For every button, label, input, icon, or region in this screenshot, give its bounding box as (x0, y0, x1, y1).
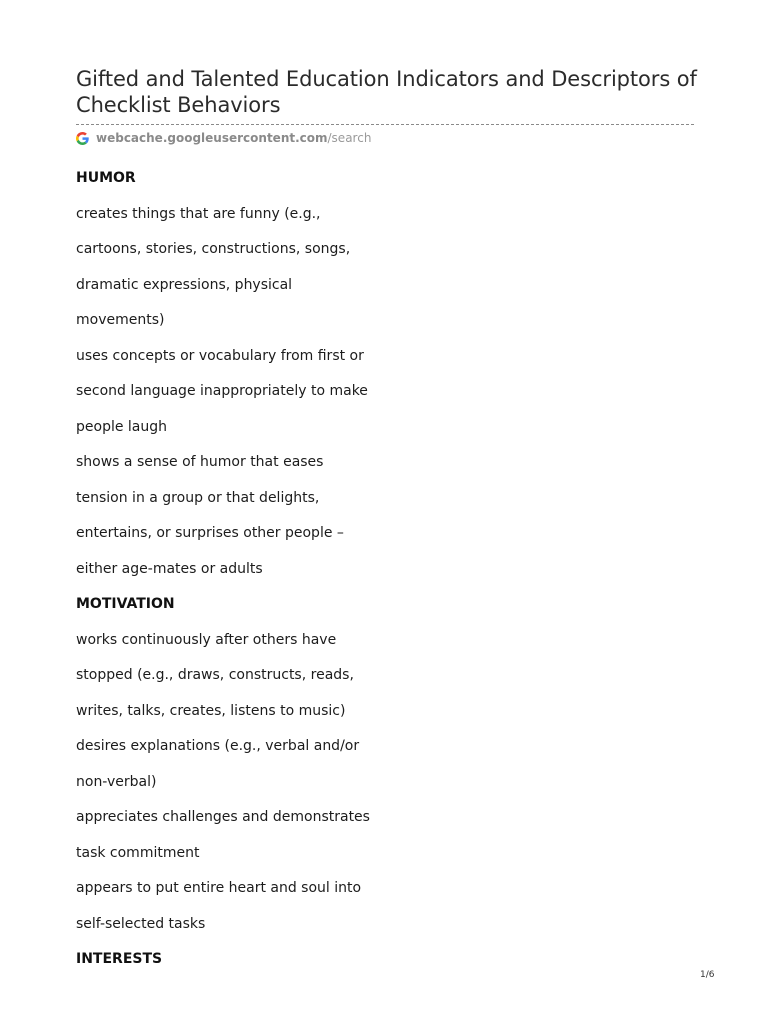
page-number: 1/6 (700, 970, 715, 980)
body-text-line: movements) (76, 312, 165, 328)
body-text-line: creates things that are funny (e.g., (76, 206, 321, 222)
body-text-line: works continuously after others have (76, 632, 337, 648)
body-text-line: entertains, or surprises other people – (76, 525, 344, 541)
section-heading: MOTIVATION (76, 596, 175, 612)
body-text-line: task commitment (76, 845, 200, 861)
google-icon (76, 132, 89, 145)
body-text-line: dramatic expressions, physical (76, 277, 293, 293)
body-text-line: tension in a group or that delights, (76, 490, 320, 506)
source-link[interactable] (76, 129, 371, 147)
section-heading: INTERESTS (76, 951, 163, 967)
body-text-line: appreciates challenges and demonstrates (76, 809, 370, 825)
section-heading: HUMOR (76, 170, 136, 186)
page-title: Gifted and Talented Education Indicators and Descriptors of Checklist Behaviors (76, 67, 697, 117)
body-text-line: non-verbal) (76, 774, 157, 790)
body-text-line: self-selected tasks (76, 916, 206, 932)
body-text-line: cartoons, stories, constructions, songs, (76, 241, 351, 257)
body-text-line: shows a sense of humor that eases (76, 454, 324, 470)
body-text-line: second language inappropriately to make (76, 383, 368, 399)
body-text-line: writes, talks, creates, listens to music) (76, 703, 346, 719)
title-divider (76, 124, 694, 125)
body-text-line: people laugh (76, 419, 168, 435)
body-text-line: uses concepts or vocabulary from first or (76, 348, 364, 364)
body-text-line: appears to put entire heart and soul into (76, 880, 362, 896)
source-domain: webcache.googleusercontent.com (96, 131, 328, 145)
body-text-line: stopped (e.g., draws, constructs, reads, (76, 667, 354, 683)
source-path: /search (327, 131, 372, 145)
body-text-line: either age-mates or adults (76, 561, 263, 577)
body-text-line: desires explanations (e.g., verbal and/or (76, 738, 360, 754)
